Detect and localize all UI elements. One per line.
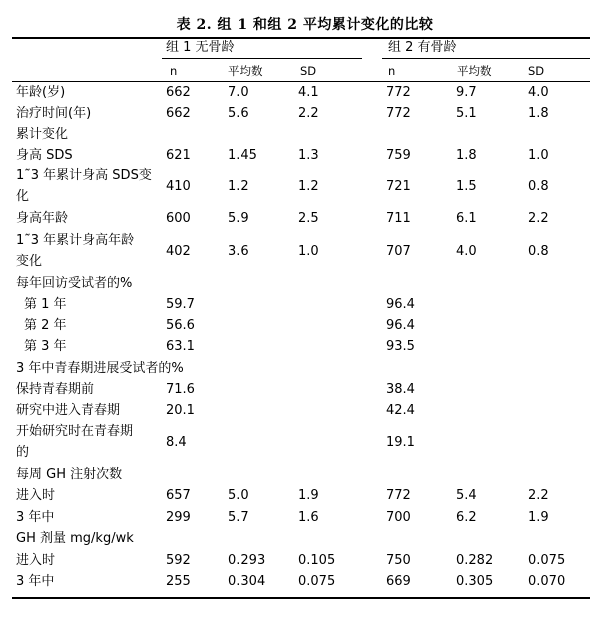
table-cell: 0.8	[528, 179, 549, 194]
table-cell: 5.0	[228, 488, 249, 503]
table-cell: 38.4	[386, 382, 415, 397]
table-cell: 6.2	[456, 510, 477, 525]
table-cell: 4.0	[456, 244, 477, 259]
row-label: 治疗时间(年)	[16, 106, 92, 121]
table-cell: 5.7	[228, 510, 249, 525]
table-cell: 93.5	[386, 339, 415, 354]
table-cell: 621	[166, 148, 191, 163]
row-label: 研究中进入青春期	[16, 403, 121, 418]
table-cell: 63.1	[166, 339, 195, 354]
row-label: 第 3 年	[24, 339, 67, 354]
row-label: 每年回访受试者的%	[16, 276, 133, 291]
row-label: 1˜3 年累计身高 SDS变	[16, 168, 152, 183]
subheader-g2-mean: 平均数	[457, 64, 492, 78]
table-cell: 1.6	[298, 510, 319, 525]
subheader-g1-n: n	[170, 64, 178, 78]
row-label: 开始研究时在青春期	[16, 424, 134, 439]
table-cell: 1.9	[298, 488, 319, 503]
row-label: GH 剂量 mg/kg/wk	[16, 531, 134, 546]
row-label: 1˜3 年累计身高年龄	[16, 233, 135, 248]
subheader-g1-mean: 平均数	[228, 64, 263, 78]
table-cell: 9.7	[456, 85, 477, 100]
row-label: 累计变化	[16, 127, 69, 142]
table-cell: 6.1	[456, 211, 477, 226]
table-cell: 19.1	[386, 435, 415, 450]
table-cell: 750	[386, 553, 411, 568]
row-label: 3 年中	[16, 574, 55, 589]
table-cell: 1.8	[456, 148, 477, 163]
table-cell: 657	[166, 488, 191, 503]
table-cell: 71.6	[166, 382, 195, 397]
table-cell: 2.2	[528, 211, 549, 226]
table-cell: 2.2	[298, 106, 319, 121]
table-cell: 0.282	[456, 553, 494, 568]
table-cell: 2.2	[528, 488, 549, 503]
table-cell: 1.9	[528, 510, 549, 525]
table-cell: 96.4	[386, 297, 415, 312]
table-cell: 772	[386, 488, 411, 503]
table-cell: 1.8	[528, 106, 549, 121]
table-cell: 410	[166, 179, 191, 194]
table-cell: 299	[166, 510, 191, 525]
table-cell: 1.2	[298, 179, 319, 194]
table-cell: 721	[386, 179, 411, 194]
table-cell: 0.8	[528, 244, 549, 259]
table-title: 表 2. 组 1 和组 2 平均累计变化的比较	[176, 17, 434, 33]
row-label-continued: 的	[16, 445, 30, 460]
table-cell: 0.070	[528, 574, 566, 589]
row-label: 第 1 年	[24, 297, 67, 312]
subheader-g1-sd: SD	[300, 64, 317, 78]
row-label: 年龄(岁)	[16, 85, 66, 100]
table-cell: 59.7	[166, 297, 195, 312]
table-cell: 0.304	[228, 574, 266, 589]
table-cell: 0.075	[528, 553, 566, 568]
row-label: 进入时	[16, 488, 56, 503]
table-cell: 4.0	[528, 85, 549, 100]
table-cell: 0.293	[228, 553, 266, 568]
row-label: 进入时	[16, 553, 56, 568]
table-cell: 3.6	[228, 244, 249, 259]
table-cell: 700	[386, 510, 411, 525]
table-cell: 5.1	[456, 106, 477, 121]
table-cell: 0.105	[298, 553, 336, 568]
table-cell: 56.6	[166, 318, 195, 333]
table-cell: 4.1	[298, 85, 319, 100]
table-cell: 7.0	[228, 85, 249, 100]
table-cell: 0.075	[298, 574, 336, 589]
row-label: 保持青春期前	[16, 382, 95, 397]
table-cell: 772	[386, 106, 411, 121]
table-cell: 402	[166, 244, 191, 259]
table-cell: 1.0	[528, 148, 549, 163]
top-rule	[12, 37, 590, 39]
bottom-rule	[12, 597, 590, 599]
table-cell: 5.4	[456, 488, 477, 503]
row-label-continued: 化	[16, 189, 30, 204]
row-label: 身高 SDS	[16, 148, 73, 163]
table-cell: 711	[386, 211, 411, 226]
table-cell: 96.4	[386, 318, 415, 333]
table-cell: 662	[166, 106, 191, 121]
table-cell: 707	[386, 244, 411, 259]
table-cell: 1.45	[228, 148, 257, 163]
row-label: 每周 GH 注射次数	[16, 467, 123, 482]
table-cell: 5.6	[228, 106, 249, 121]
table-cell: 20.1	[166, 403, 195, 418]
table-cell: 669	[386, 574, 411, 589]
table-cell: 662	[166, 85, 191, 100]
table-cell: 2.5	[298, 211, 319, 226]
subheader-g2-n: n	[388, 64, 396, 78]
group2-rule	[382, 58, 590, 59]
table-cell: 8.4	[166, 435, 187, 450]
row-label: 3 年中青春期进展受试者的%	[16, 361, 184, 376]
row-label: 第 2 年	[24, 318, 67, 333]
table-cell: 600	[166, 211, 191, 226]
table-cell: 1.3	[298, 148, 319, 163]
table-cell: 1.2	[228, 179, 249, 194]
table-cell: 0.305	[456, 574, 494, 589]
row-label-continued: 变化	[16, 254, 43, 269]
table-cell: 5.9	[228, 211, 249, 226]
table-cell: 42.4	[386, 403, 415, 418]
table-cell: 1.0	[298, 244, 319, 259]
group1-header: 组 1 无骨龄	[166, 40, 235, 55]
subheader-g2-sd: SD	[528, 64, 545, 78]
table-cell: 255	[166, 574, 191, 589]
row-label: 3 年中	[16, 510, 55, 525]
table-cell: 772	[386, 85, 411, 100]
header-rule	[12, 81, 590, 82]
table-cell: 592	[166, 553, 191, 568]
row-label: 身高年龄	[16, 211, 69, 226]
table-cell: 1.5	[456, 179, 477, 194]
group1-rule	[162, 58, 362, 59]
group2-header: 组 2 有骨龄	[388, 40, 457, 55]
table-cell: 759	[386, 148, 411, 163]
